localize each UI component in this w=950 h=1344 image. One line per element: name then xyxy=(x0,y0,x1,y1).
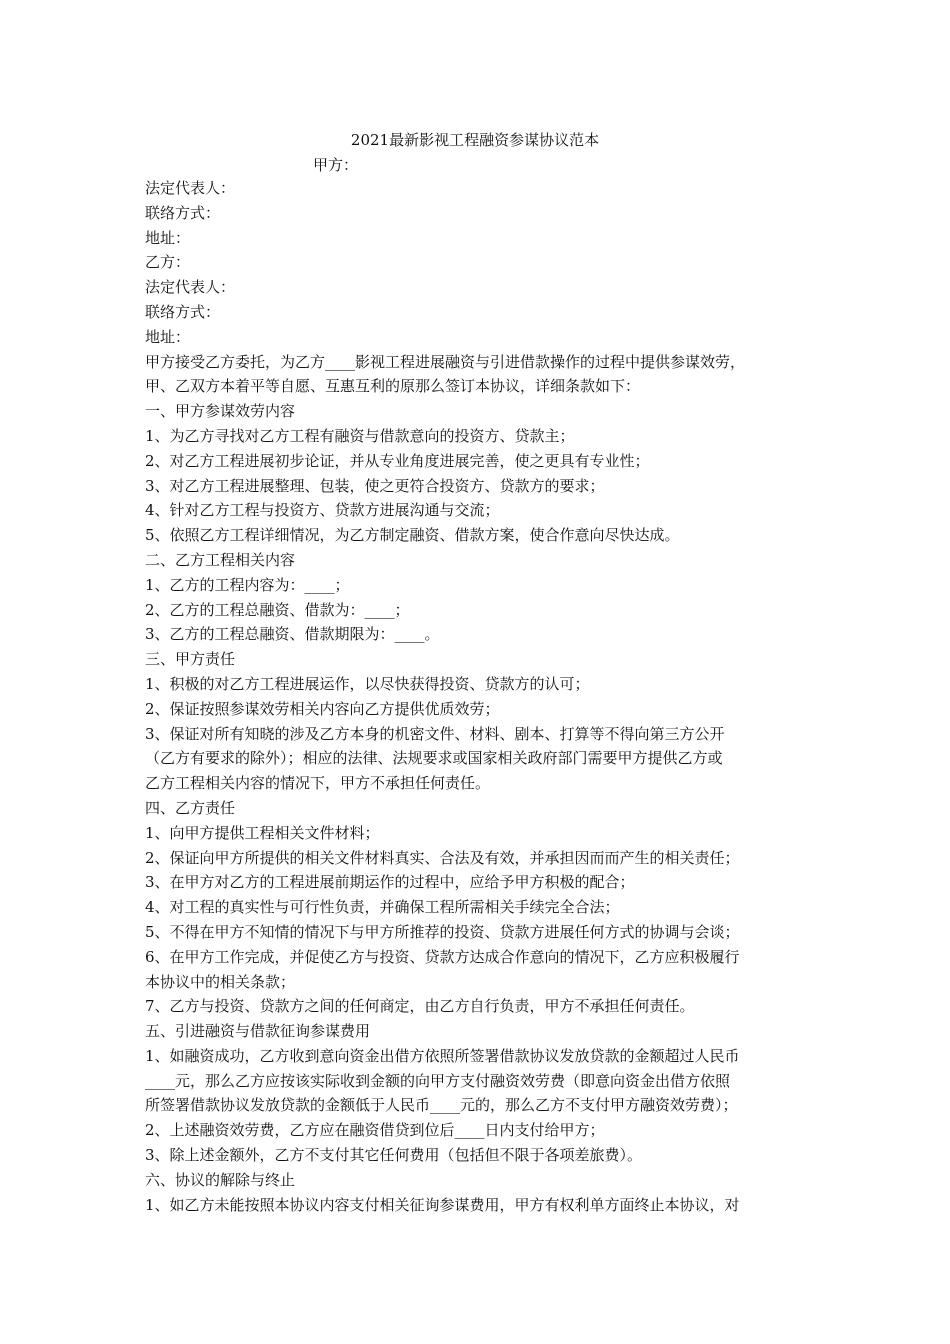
document-line: 2、对乙方工程进展初步论证，并从专业角度进展完善，使之更具有专业性； xyxy=(145,451,650,470)
document-line: 7、乙方与投资、贷款方之间的任何商定，由乙方自行负责，甲方不承担任何责任。 xyxy=(145,997,695,1016)
document-line: 五、引进融资与借款征询参谋费用 xyxy=(145,1022,371,1041)
document-line: 4、对工程的真实性与可行性负责，并确保工程所需相关手续完全合法； xyxy=(145,898,620,917)
document-line: 本协议中的相关条款； xyxy=(145,972,296,991)
document-line: 一、甲方参谋效劳内容 xyxy=(145,402,296,421)
document-line: 乙方工程相关内容的情况下，甲方不承担任何责任。 xyxy=(145,774,491,793)
document-line: 所签署借款协议发放贷款的金额低于人民币____元的，那么乙方不支付甲方融资效劳费）； xyxy=(145,1096,738,1115)
document-line: 联络方式： xyxy=(145,302,221,321)
document-line: 法定代表人： xyxy=(145,179,236,197)
document-line: （乙方有要求的除外）；相应的法律、法规要求或国家相关政府部门需要甲方提供乙方或 xyxy=(145,749,723,768)
document-line: 6、在甲方工作完成，并促使乙方与投资、贷款方达成合作意向的情况下，乙方应积极履行 xyxy=(145,947,740,966)
document-line: 3、除上述金额外，乙方不支付其它任何费用（包括但不限于各项差旅费）。 xyxy=(145,1146,643,1165)
document-line: 甲方接受乙方委托，为乙方____影视工程进展融资与引进借款操作的过程中提供参谋效劳， xyxy=(145,352,746,371)
document-line: 1、积极的对乙方工程进展运作，以尽快获得投资、贷款方的认可； xyxy=(145,674,590,693)
document-line: 地址： xyxy=(145,327,191,346)
document-line: 法定代表人： xyxy=(145,278,236,297)
document-line: 三、甲方责任 xyxy=(145,650,236,669)
document-line: 5、不得在甲方不知情的情况下与甲方所推荐的投资、贷款方进展任何方式的协调与会谈； xyxy=(145,922,740,941)
document-line: 四、乙方责任 xyxy=(145,798,236,817)
document-line: 3、乙方的工程总融资、借款期限为：____。 xyxy=(145,625,440,644)
document-line: 2、保证按照参谋效劳相关内容向乙方提供优质效劳； xyxy=(145,699,500,718)
document-line: 3、对乙方工程进展整理、包装，使之更符合投资方、贷款方的要求； xyxy=(145,476,605,495)
document-line: 5、依照乙方工程详细情况，为乙方制定融资、借款方案，使合作意向尽快达成。 xyxy=(145,526,680,545)
document-line: 3、在甲方对乙方的工程进展前期运作的过程中，应给予甲方积极的配合； xyxy=(145,873,635,892)
document-title: 2021最新影视工程融资参谋协议范本 xyxy=(350,131,600,149)
document-line: 1、为乙方寻找对乙方工程有融资与借款意向的投资方、贷款主； xyxy=(145,426,575,445)
document-line: ____元，那么乙方应按该实际收到金额的向甲方支付融资效劳费（即意向资金出借方依照 xyxy=(145,1071,731,1090)
document-line: 4、针对乙方工程与投资方、贷款方进展沟通与交流； xyxy=(145,501,500,520)
document-line: 2、上述融资效劳费，乙方应在融资借贷到位后____日内支付给甲方； xyxy=(145,1121,605,1140)
document-line: 联络方式： xyxy=(145,203,221,222)
document-line: 1、向甲方提供工程相关文件材料； xyxy=(145,823,380,842)
party-a-label: 甲方： xyxy=(313,156,359,174)
document-line: 2、乙方的工程总融资、借款为：____； xyxy=(145,600,410,619)
document-line: 六、协议的解除与终止 xyxy=(145,1170,296,1189)
document-line: 2、保证向甲方所提供的相关文件材料真实、合法及有效，并承担因而而产生的相关责任； xyxy=(145,848,740,867)
document-line: 二、乙方工程相关内容 xyxy=(145,550,296,569)
document-line: 1、如融资成功，乙方收到意向资金出借方依照所签署借款协议发放贷款的金额超过人民币 xyxy=(145,1046,740,1065)
document-line: 甲、乙双方本着平等自愿、互惠互利的原那么签订本协议，详细条款如下： xyxy=(145,377,641,396)
document-body xyxy=(145,176,825,1217)
document-line: 1、如乙方未能按照本协议内容支付相关征询参谋费用，甲方有权利单方面终止本协议，对 xyxy=(145,1195,740,1214)
document-line: 地址： xyxy=(145,228,191,247)
document-line: 乙方： xyxy=(145,253,191,272)
document-line: 3、保证对所有知晓的涉及乙方本身的机密文件、材料、剧本、打算等不得向第三方公开 xyxy=(145,724,725,743)
document-line: 1、乙方的工程内容为：____； xyxy=(145,575,350,594)
